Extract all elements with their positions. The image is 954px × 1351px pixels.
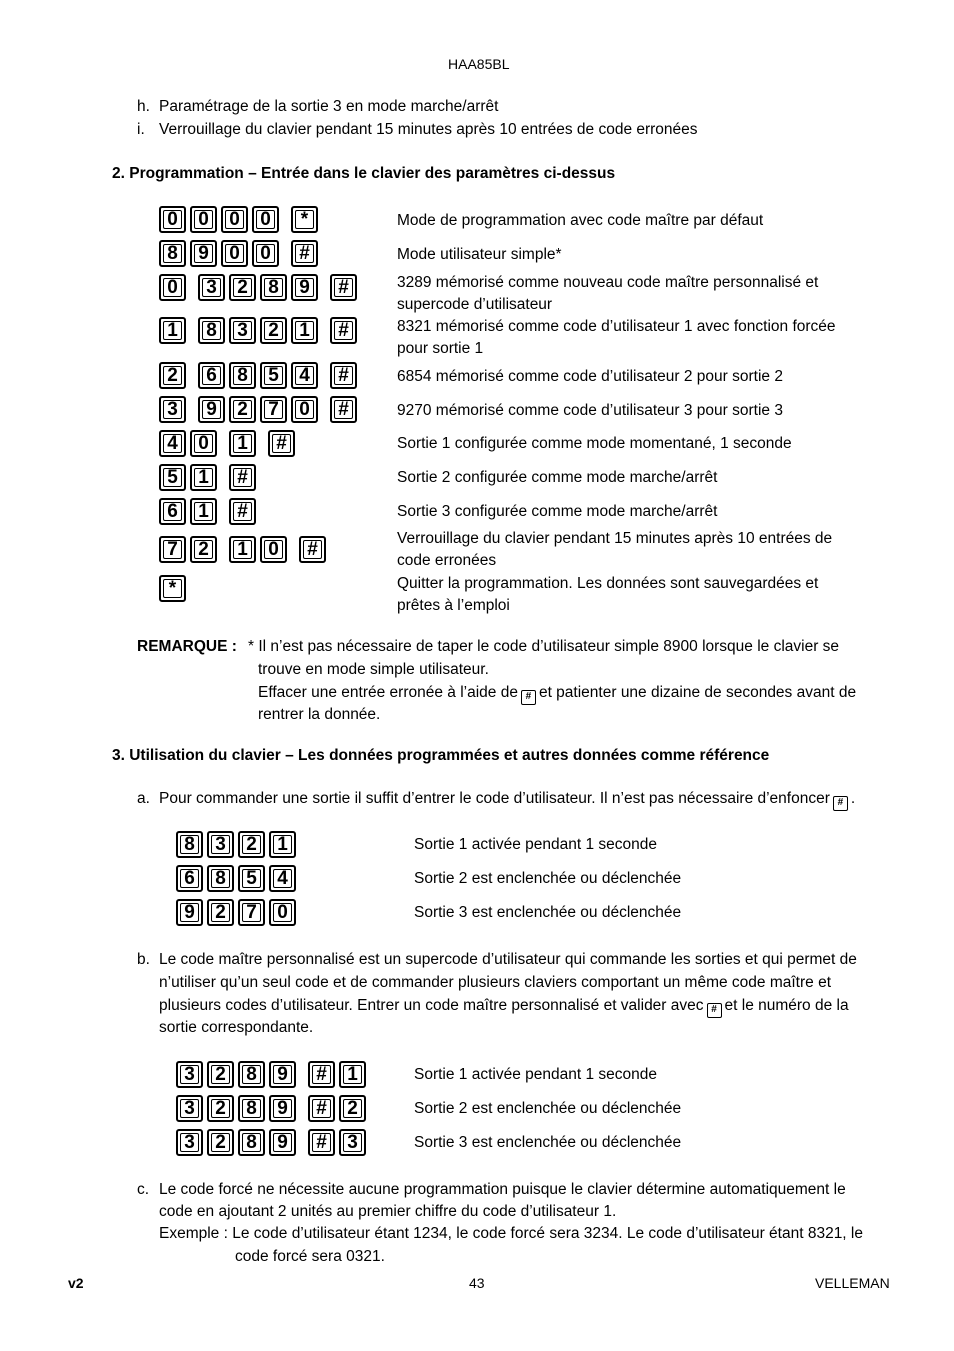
digit-key-8 [238, 1129, 265, 1156]
digit-key-2 [207, 1129, 234, 1156]
digit-key-9 [269, 1095, 296, 1122]
usage-keys-row [176, 899, 300, 926]
digit-key-2 [238, 831, 265, 858]
digit-key-0 [260, 536, 287, 563]
key-label: # [338, 365, 349, 386]
key-label: 9 [277, 1098, 288, 1119]
key-label: * [300, 209, 309, 230]
digit-key-1 [291, 317, 318, 344]
section-2-title: 2. Programmation – Entrée dans le clavier des paramètres ci-dessus [112, 165, 616, 182]
item-b-letter: b. [137, 951, 150, 968]
key-label: 8 [184, 834, 195, 855]
remark-label: REMARQUE : [137, 638, 237, 655]
key-label: 9 [299, 277, 310, 298]
key-label: 3 [184, 1098, 195, 1119]
digit-key-8 [176, 831, 203, 858]
key-label: 0 [167, 209, 178, 230]
hash-key-icon [268, 430, 295, 457]
footer-page-number: 43 [469, 1275, 485, 1291]
programming-description: Verrouillage du clavier pendant 15 minutes après 10 entrées de [397, 530, 833, 547]
usage-description: Sortie 3 est enclenchée ou déclenchée [414, 904, 682, 921]
key-label: 8 [246, 1098, 257, 1119]
digit-key-2 [190, 536, 217, 563]
key-label: 2 [215, 902, 226, 923]
key-label: 8 [167, 243, 178, 264]
programming-description: Mode de programmation avec code maître par défaut [397, 212, 764, 229]
hash-key-icon [330, 317, 357, 344]
digit-key-7 [238, 899, 265, 926]
digit-key-2 [207, 1095, 234, 1122]
key-label: 9 [198, 243, 209, 264]
item-c-line-2: code en ajoutant 2 unités au premier chiffre du code d’utilisateur 1. [159, 1203, 617, 1220]
key-label: # [316, 1132, 327, 1153]
digit-key-0 [252, 206, 279, 233]
digit-key-5 [238, 865, 265, 892]
item-b-line-3a: plusieurs codes d’utilisateur. Entrer un code maître personnalisé et valider avec [159, 997, 704, 1014]
programming-keys-row [159, 575, 190, 602]
digit-key-3 [176, 1129, 203, 1156]
programming-keys-row [159, 498, 260, 525]
digit-key-0 [221, 206, 248, 233]
digit-key-6 [198, 362, 225, 389]
digit-key-4 [159, 430, 186, 457]
hash-key-icon: # [833, 796, 848, 811]
key-label: 3 [206, 277, 217, 298]
key-label: # [276, 433, 287, 454]
digit-key-9 [198, 396, 225, 423]
key-label: 3 [237, 320, 248, 341]
key-label: 0 [229, 243, 240, 264]
key-label: 0 [229, 209, 240, 230]
hash-key-icon [291, 240, 318, 267]
digit-key-0 [291, 396, 318, 423]
digit-key-2 [229, 396, 256, 423]
remark-line-3b: et patienter une dizaine de secondes avant de [538, 684, 857, 701]
key-label: # [338, 399, 349, 420]
remark-line-2: trouve en mode simple utilisateur. [258, 661, 489, 678]
digit-key-1 [269, 831, 296, 858]
hash-key-icon [229, 464, 256, 491]
programming-description: 6854 mémorisé comme code d’utilisateur 2 pour sortie 2 [397, 368, 783, 385]
hash-key-icon [299, 536, 326, 563]
key-label: # [316, 1064, 327, 1085]
hash-key-icon [330, 396, 357, 423]
programming-description: Sortie 3 configurée comme mode marche/arrêt [397, 503, 718, 520]
digit-key-7 [260, 396, 287, 423]
digit-key-5 [260, 362, 287, 389]
programming-description: prêtes à l’emploi [397, 597, 510, 614]
footer-version: v2 [68, 1275, 84, 1291]
key-label: 1 [347, 1064, 358, 1085]
item-b-line-2: n’utiliser qu’un seul code et de commander plusieurs claviers comportant un même code maître et [159, 974, 831, 991]
list-text-h: Paramétrage de la sortie 3 en mode marche/arrêt [159, 98, 499, 115]
item-b-line-1: Le code maître personnalisé est un supercode d’utilisateur qui commande les sorties et qui permet de [159, 951, 857, 968]
hash-key-icon [330, 362, 357, 389]
usage-keys-row [176, 1129, 370, 1156]
key-label: 2 [268, 320, 279, 341]
hash-key-icon [330, 274, 357, 301]
digit-key-9 [291, 274, 318, 301]
digit-key-8 [238, 1095, 265, 1122]
key-label: 8 [215, 868, 226, 889]
key-label: 9 [184, 902, 195, 923]
programming-keys-row [159, 317, 361, 344]
remark-line-4: rentrer la donnée. [258, 706, 381, 723]
key-label: 0 [268, 539, 279, 560]
key-label: 2 [215, 1132, 226, 1153]
key-label: 2 [198, 539, 209, 560]
digit-key-0 [159, 206, 186, 233]
star-key-icon [159, 575, 186, 602]
key-label: 4 [299, 365, 310, 386]
digit-key-3 [207, 831, 234, 858]
digit-key-4 [269, 865, 296, 892]
key-label: 2 [215, 1098, 226, 1119]
programming-description: 9270 mémorisé comme code d’utilisateur 3 pour sortie 3 [397, 402, 783, 419]
digit-key-8 [159, 240, 186, 267]
usage-description: Sortie 2 est enclenchée ou déclenchée [414, 1100, 682, 1117]
hash-key-icon [308, 1095, 335, 1122]
key-label: 2 [215, 1064, 226, 1085]
programming-keys-row [159, 464, 260, 491]
programming-description: Mode utilisateur simple* [397, 246, 562, 263]
key-label: 3 [347, 1132, 358, 1153]
digit-key-3 [229, 317, 256, 344]
usage-description: Sortie 1 activée pendant 1 seconde [414, 836, 658, 853]
key-label: 2 [347, 1098, 358, 1119]
digit-key-6 [176, 865, 203, 892]
usage-description: Sortie 2 est enclenchée ou déclenchée [414, 870, 682, 887]
digit-key-9 [269, 1061, 296, 1088]
key-label: 1 [167, 320, 178, 341]
key-label: 5 [268, 365, 279, 386]
key-label: 2 [167, 365, 178, 386]
digit-key-9 [176, 899, 203, 926]
usage-keys-row [176, 1095, 370, 1122]
item-c-line-1: Le code forcé ne nécessite aucune programmation puisque le clavier détermine automatiquement le [159, 1181, 846, 1198]
digit-key-1 [229, 430, 256, 457]
digit-key-8 [198, 317, 225, 344]
key-label: 5 [246, 868, 257, 889]
key-label: 0 [167, 277, 178, 298]
item-c-line-3: Exemple : Le code d’utilisateur étant 1234, le code forcé sera 3234. Le code d’utilisateur étant 8321, le [159, 1225, 863, 1242]
digit-key-8 [207, 865, 234, 892]
digit-key-0 [159, 274, 186, 301]
digit-key-1 [229, 536, 256, 563]
remark-line-1: * Il n’est pas nécessaire de taper le code d’utilisateur simple 8900 lorsque le clavier se [248, 638, 840, 655]
digit-key-8 [229, 362, 256, 389]
usage-description: Sortie 1 activée pendant 1 seconde [414, 1066, 658, 1083]
key-label: 3 [215, 834, 226, 855]
list-letter-h: h. [137, 98, 150, 115]
usage-keys-row [176, 831, 300, 858]
key-label: 8 [237, 365, 248, 386]
key-label: 9 [277, 1132, 288, 1153]
digit-key-3 [339, 1129, 366, 1156]
item-b-line-3 [159, 996, 849, 1018]
digit-key-2 [207, 1061, 234, 1088]
programming-keys-row [159, 362, 361, 389]
item-a-text-main: Pour commander une sortie il suffit d’entrer le code d’utilisateur. Il n’est pas nécessaire d’enfoncer [159, 790, 830, 807]
digit-key-2 [260, 317, 287, 344]
key-label: 0 [198, 209, 209, 230]
list-text-i: Verrouillage du clavier pendant 15 minutes après 10 entrées de code erronées [159, 121, 698, 138]
digit-key-1 [159, 317, 186, 344]
star-key-icon [291, 206, 318, 233]
digit-key-2 [339, 1095, 366, 1122]
key-label: 6 [167, 501, 178, 522]
digit-key-3 [198, 274, 225, 301]
key-label: 0 [299, 399, 310, 420]
key-label: 1 [198, 501, 209, 522]
item-a-text [159, 789, 855, 811]
digit-key-0 [190, 430, 217, 457]
digit-key-3 [159, 396, 186, 423]
hash-key-icon: # [707, 1003, 722, 1018]
key-label: 1 [277, 834, 288, 855]
remark-line-3a: Effacer une entrée erronée à l’aide de [258, 684, 518, 701]
key-label: # [237, 501, 248, 522]
usage-keys-row [176, 1061, 370, 1088]
digit-key-7 [159, 536, 186, 563]
key-label: 0 [277, 902, 288, 923]
key-label: 6 [184, 868, 195, 889]
key-label: 3 [184, 1064, 195, 1085]
programming-description: 3289 mémorisé comme nouveau code maître personnalisé et [397, 274, 819, 291]
programming-description: Sortie 2 configurée comme mode marche/arrêt [397, 469, 718, 486]
key-label: 1 [299, 320, 310, 341]
digit-key-8 [238, 1061, 265, 1088]
key-label: 0 [260, 243, 271, 264]
key-label: # [299, 243, 310, 264]
section-3-title: 3. Utilisation du clavier – Les données programmées et autres données comme référence [112, 747, 770, 764]
key-label: 9 [277, 1064, 288, 1085]
key-label: 2 [237, 277, 248, 298]
hash-key-icon [308, 1061, 335, 1088]
item-b-line-4: sortie correspondante. [159, 1019, 314, 1036]
item-a-letter: a. [137, 790, 150, 807]
programming-keys-row [159, 206, 322, 233]
remark-line-3 [258, 683, 856, 705]
key-label: 3 [167, 399, 178, 420]
digit-key-3 [176, 1061, 203, 1088]
key-label: 1 [237, 539, 248, 560]
key-label: 2 [237, 399, 248, 420]
programming-keys-row [159, 396, 361, 423]
hash-key-icon [308, 1129, 335, 1156]
digit-key-3 [176, 1095, 203, 1122]
digit-key-1 [339, 1061, 366, 1088]
key-label: 1 [237, 433, 248, 454]
key-label: 8 [268, 277, 279, 298]
digit-key-0 [221, 240, 248, 267]
key-label: 1 [198, 467, 209, 488]
key-label: 2 [246, 834, 257, 855]
digit-key-9 [190, 240, 217, 267]
digit-key-6 [159, 498, 186, 525]
key-label: 9 [206, 399, 217, 420]
key-label: 8 [206, 320, 217, 341]
programming-description: Sortie 1 configurée comme mode momentané, 1 seconde [397, 435, 792, 452]
item-c-letter: c. [137, 1181, 150, 1198]
key-label: # [316, 1098, 327, 1119]
key-label: 7 [268, 399, 279, 420]
programming-description: Quitter la programmation. Les données sont sauvegardées et [397, 575, 819, 592]
list-letter-i: i. [137, 121, 145, 138]
usage-description: Sortie 3 est enclenchée ou déclenchée [414, 1134, 682, 1151]
digit-key-4 [291, 362, 318, 389]
programming-keys-row [159, 240, 322, 267]
digit-key-0 [269, 899, 296, 926]
programming-description: supercode d’utilisateur [397, 296, 553, 313]
digit-key-0 [252, 240, 279, 267]
programming-description: code erronées [397, 552, 497, 569]
digit-key-1 [190, 464, 217, 491]
digit-key-9 [269, 1129, 296, 1156]
item-a-text-end: . [850, 790, 856, 807]
digit-key-8 [260, 274, 287, 301]
digit-key-1 [190, 498, 217, 525]
key-label: 4 [277, 868, 288, 889]
key-label: 6 [206, 365, 217, 386]
key-label: 0 [198, 433, 209, 454]
digit-key-2 [229, 274, 256, 301]
programming-description: pour sortie 1 [397, 340, 484, 357]
key-label: 7 [167, 539, 178, 560]
hash-key-icon [229, 498, 256, 525]
key-label: # [237, 467, 248, 488]
item-c-line-4: code forcé sera 0321. [235, 1248, 385, 1265]
digit-key-0 [190, 206, 217, 233]
key-label: * [168, 578, 177, 599]
key-label: 0 [260, 209, 271, 230]
key-label: 8 [246, 1064, 257, 1085]
digit-key-5 [159, 464, 186, 491]
footer-brand: VELLEMAN [815, 1275, 890, 1291]
item-b-line-3b: et le numéro de la [724, 997, 849, 1014]
key-label: 8 [246, 1132, 257, 1153]
usage-keys-row [176, 865, 300, 892]
key-label: # [307, 539, 318, 560]
key-label: 5 [167, 467, 178, 488]
key-label: # [338, 277, 349, 298]
digit-key-2 [207, 899, 234, 926]
programming-description: 8321 mémorisé comme code d’utilisateur 1 avec fonction forcée [397, 318, 836, 335]
key-label: # [338, 320, 349, 341]
hash-key-icon: # [521, 690, 536, 705]
key-label: 7 [246, 902, 257, 923]
programming-keys-row [159, 536, 330, 563]
key-label: 3 [184, 1132, 195, 1153]
programming-keys-row [159, 430, 299, 457]
page-header-model: HAA85BL [448, 56, 510, 72]
programming-keys-row [159, 274, 361, 301]
key-label: 4 [167, 433, 178, 454]
digit-key-2 [159, 362, 186, 389]
